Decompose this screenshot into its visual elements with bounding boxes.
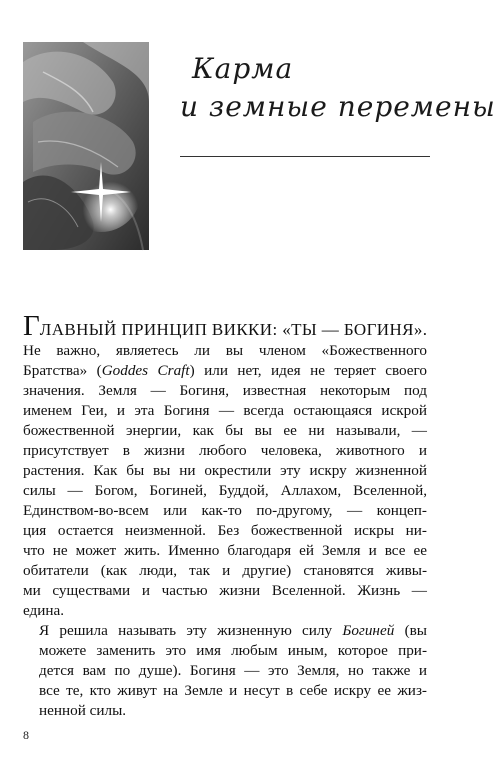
- text-line: божественной энергии, как бы вы ее ни называли, —: [23, 422, 427, 439]
- text-line: ция остается неизменной. Без божественной искры ни-: [23, 522, 427, 539]
- text-line: ненной силы.: [39, 702, 127, 719]
- text-line: силы — Богом, Богиней, Буддой, Аллахом, Вселенной,: [23, 482, 427, 499]
- body-text: [23, 310, 428, 721]
- text-span: Братства» (: [23, 362, 102, 379]
- chapter-title-line-1: Карма: [192, 52, 294, 85]
- paragraph-1: [23, 310, 428, 621]
- text-line: ми существами и частью жизни Вселенной. Жизнь —: [23, 582, 427, 599]
- text-line: присутствует в жизни любого человека, животного и: [23, 442, 427, 459]
- chapter-title-line-2: и земные перемены: [180, 90, 496, 123]
- chapter-title: [180, 50, 496, 126]
- text-line: Единством-во-всем или как-то по-другому, — концеп-: [23, 502, 427, 519]
- text-line: все те, кто живут на Земле и несут в себе искру ее жиз-: [39, 682, 427, 699]
- text-line: что не может жить. Именно благодаря ей Земля и все ее: [23, 542, 427, 559]
- text-line: [23, 310, 428, 342]
- text-span: Я решила называть эту жизненную силу: [39, 622, 343, 639]
- text-line: именем Геи, и эта Богиня — всегда остающаяся искрой: [23, 402, 427, 419]
- emphasis: Goddes Craft: [101, 362, 190, 379]
- lead-in-caps: ЛАВНЫЙ ПРИНЦИП ВИККИ: «ТЫ — БОГИНЯ».: [39, 320, 428, 339]
- text-line: обитатели (как люди, так и другие) становятся живы-: [23, 562, 427, 579]
- title-underline: [180, 156, 430, 157]
- text-line: дется вам по душе). Богиня — это Земля, но также и: [39, 662, 427, 679]
- text-line: [23, 621, 427, 641]
- page-number: 8: [23, 728, 29, 742]
- text-line: Не важно, являетесь ли вы членом «Божественного: [23, 342, 427, 359]
- text-span: (вы: [394, 622, 427, 639]
- text-line: можете заменить это имя любым иным, которое при-: [39, 642, 427, 659]
- text-line: значения. Земля — Богиня, известная некоторым под: [23, 382, 427, 399]
- text-span: ) или нет, идея не теряет своего: [189, 362, 427, 379]
- emphasis: Богиней: [342, 622, 395, 639]
- chapter-illustration: [23, 42, 149, 250]
- text-line: [23, 361, 427, 381]
- text-line: едина.: [23, 602, 65, 619]
- paragraph-2: [23, 621, 427, 721]
- drop-cap: Г: [23, 310, 40, 342]
- text-line: растения. Как бы вы ни окрестили эту искру жизненной: [23, 462, 427, 479]
